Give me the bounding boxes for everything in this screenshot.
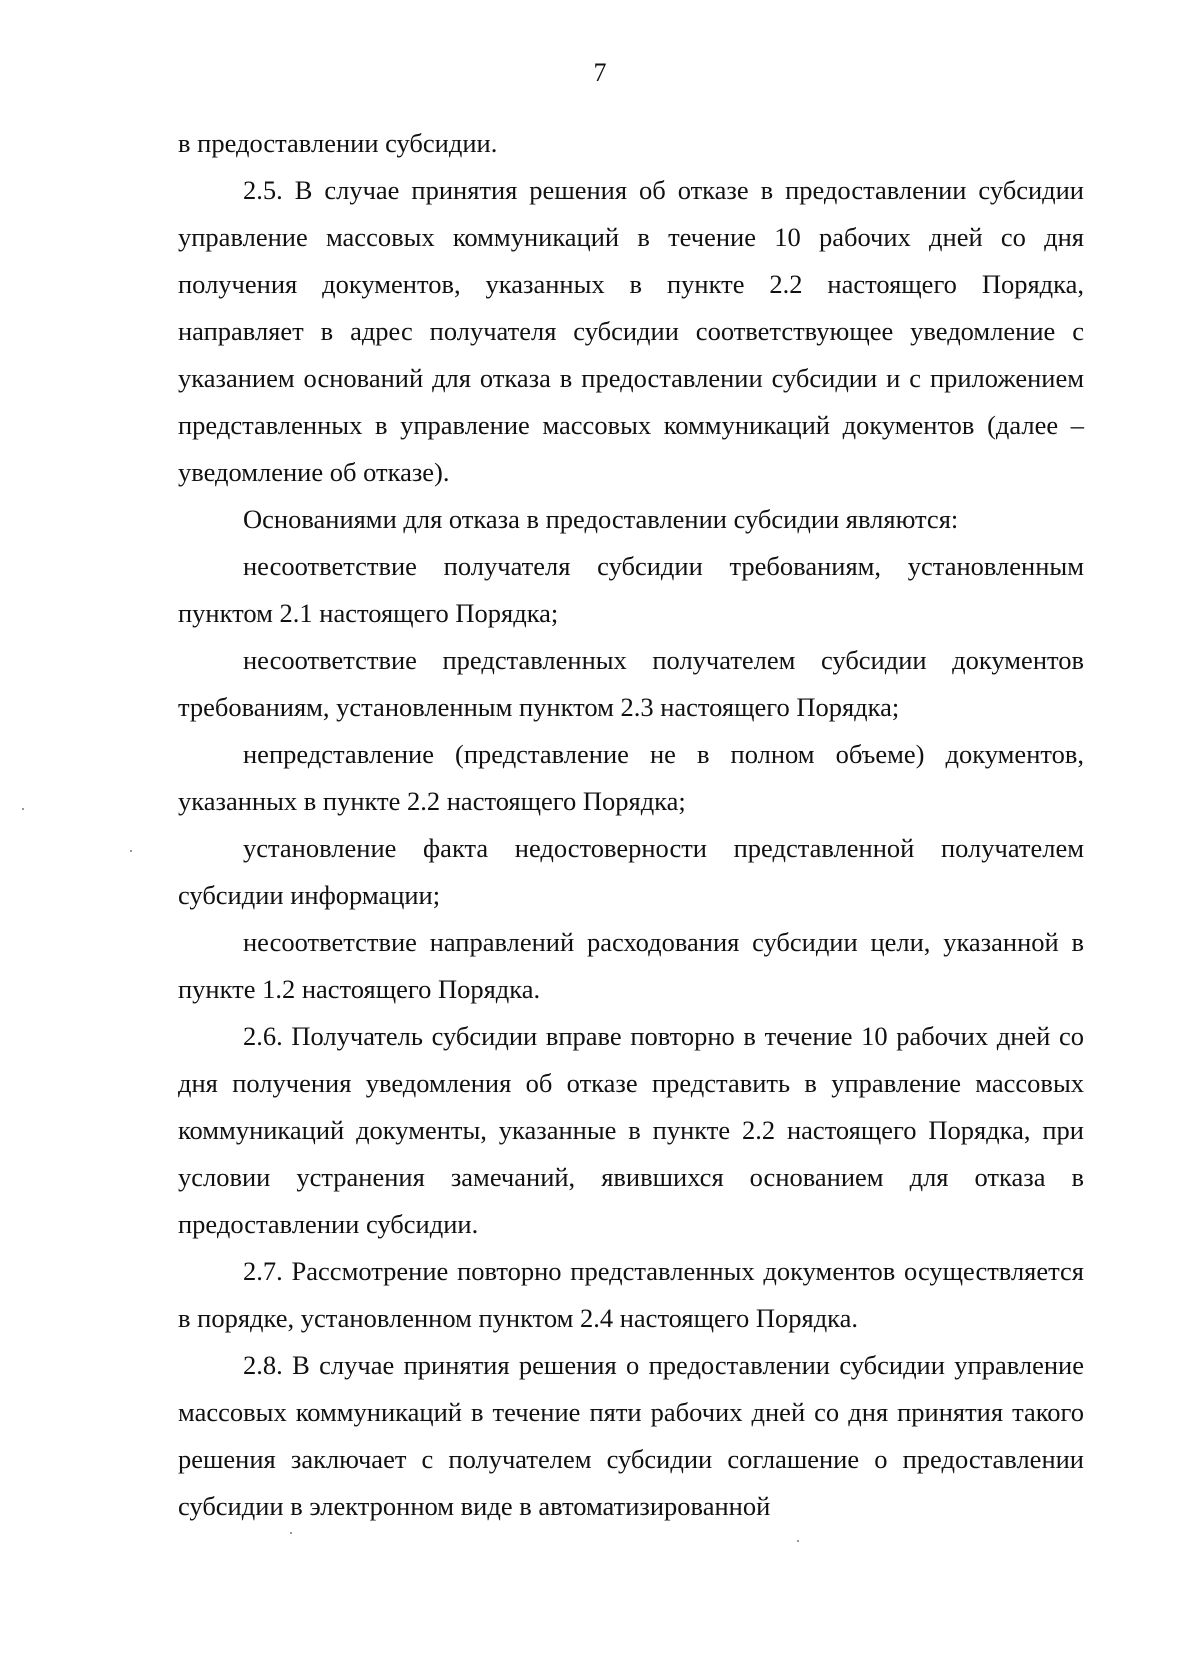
paragraph-ground-3: непредставление (представление не в полном объеме) документов, указанных в пункте 2.2 настоящего Порядка; [178, 739, 1084, 816]
paragraph-refusal-grounds-intro: Основаниями для отказа в предоставлении субсидии являются: [243, 504, 959, 534]
paragraph-2-5: 2.5. В случае принятия решения об отказе в предоставлении субсидии управление массовых коммуникаций в течение 10 рабочих дней со дня получения документов, указанных в пункте 2.2 настоящего Порядка, направляет в адрес получателя субсидии соответствующее уведомление с указанием оснований для отказа в предоставлении субсидии и с приложением представленных в управление массовых коммуникаций документов (далее – уведомление об отказе). [178, 175, 1084, 487]
paragraph-ground-2: несоответствие представленных получателем субсидии документов требованиям, установленным пунктом 2.3 настоящего Порядка; [178, 645, 1084, 722]
page-number: 7 [593, 58, 607, 87]
paragraph-continuation: в предоставлении субсидии. [178, 128, 498, 158]
document-body [178, 120, 1084, 1530]
scan-speck [290, 1532, 292, 1534]
scan-speck [797, 1540, 799, 1542]
paragraph-2-8: 2.8. В случае принятия решения о предоставлении субсидии управление массовых коммуникаций в течение пяти рабочих дней со дня принятия такого решения заключает с получателем субсидии соглашение о предоставлении субсидии в электронном виде в автоматизированной [178, 1350, 1084, 1521]
paragraph-ground-1: несоответствие получателя субсидии требованиям, установленным пунктом 2.1 настоящего Порядка; [178, 551, 1084, 628]
paragraph-2-6: 2.6. Получатель субсидии вправе повторно в течение 10 рабочих дней со дня получения уведомления об отказе представить в управление массовых коммуникаций документы, указанные в пункте 2.2 настоящего Порядка, при условии устранения замечаний, явившихся основанием для отказа в предоставлении субсидии. [178, 1021, 1084, 1239]
paragraph-2-7: 2.7. Рассмотрение повторно представленных документов осуществляется в порядке, установленном пунктом 2.4 настоящего Порядка. [178, 1256, 1084, 1333]
scan-speck [130, 850, 132, 852]
paragraph-ground-5: несоответствие направлений расходования субсидии цели, указанной в пункте 1.2 настоящего Порядка. [178, 927, 1084, 1004]
paragraph-ground-4: установление факта недостоверности представленной получателем субсидии информации; [178, 833, 1084, 910]
scan-speck [22, 808, 24, 810]
